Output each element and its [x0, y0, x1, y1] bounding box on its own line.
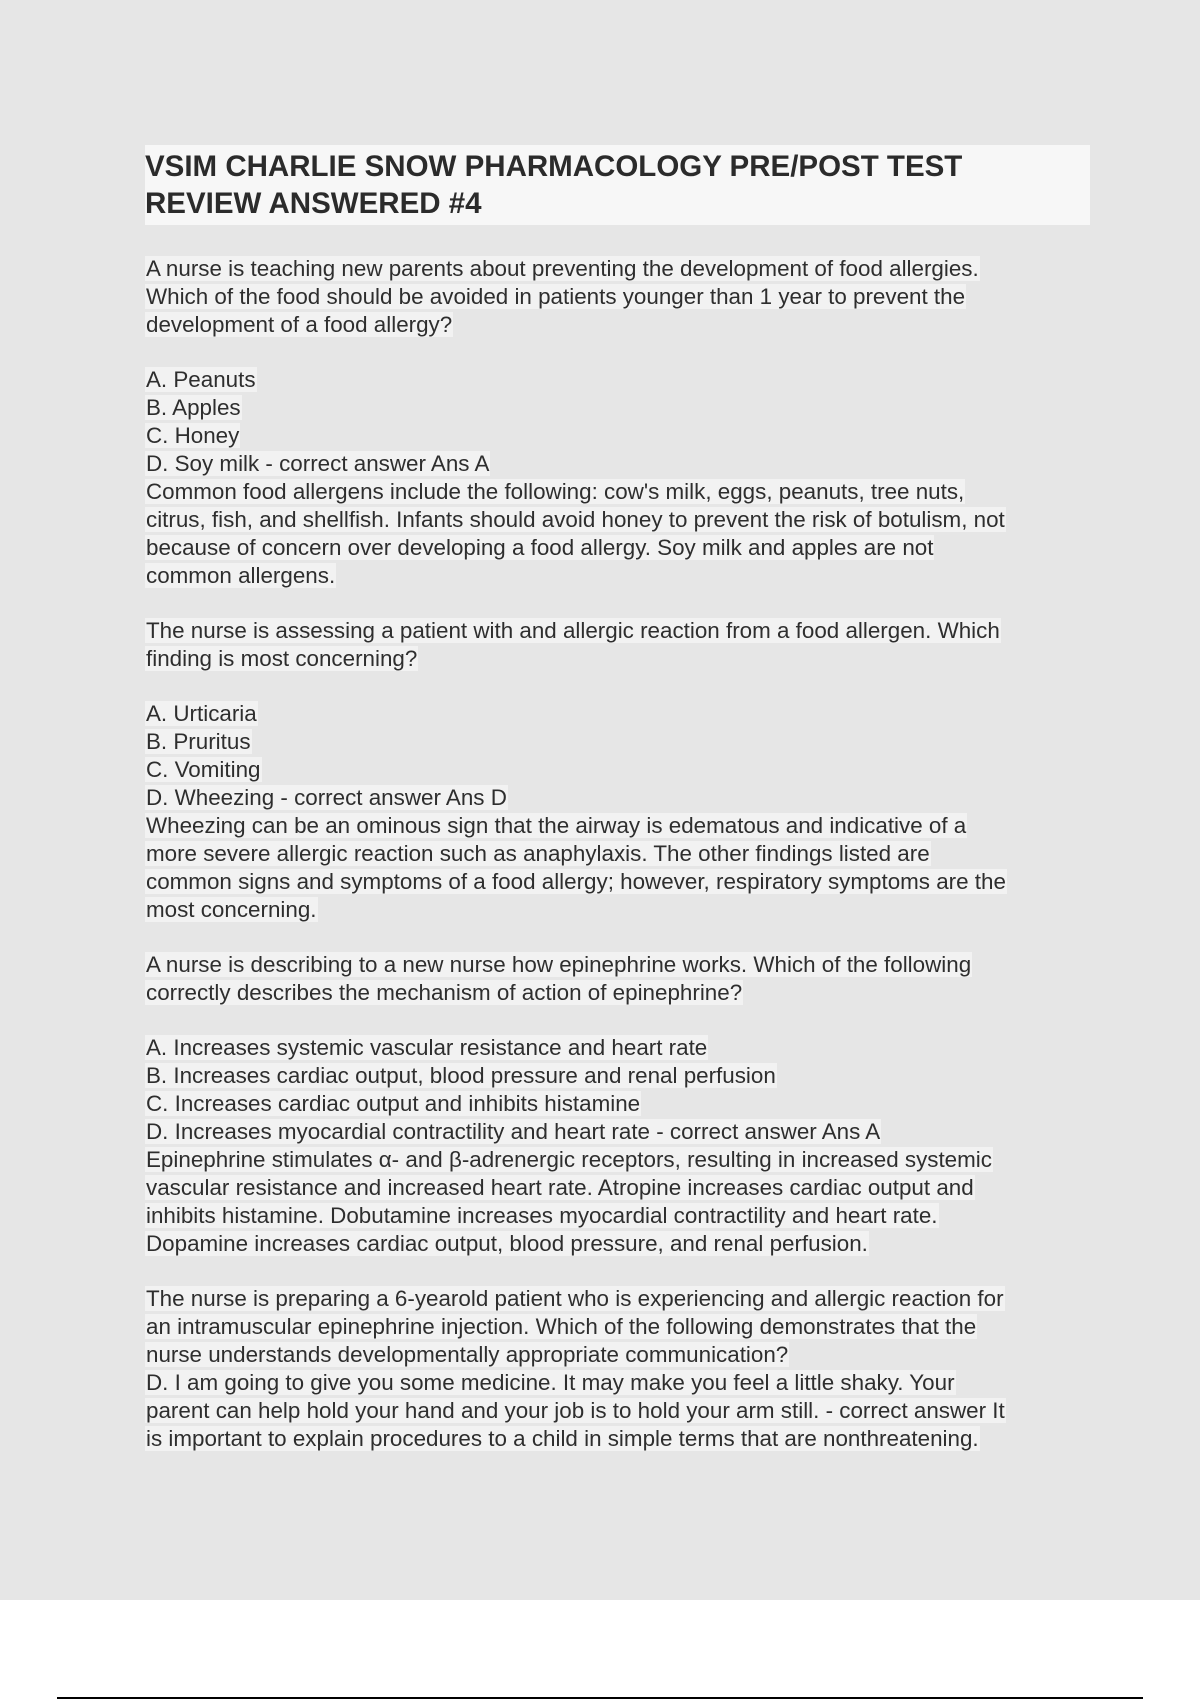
question-stem-line: nurse understands developmentally appropriate communication? — [146, 1342, 789, 1367]
document-title — [145, 148, 1090, 222]
title-line-1: VSIM CHARLIE SNOW PHARMACOLOGY PRE/POST TEST — [145, 150, 963, 183]
rationale-line: more severe allergic reaction such as anaphylaxis. The other findings listed are — [146, 841, 930, 866]
rationale-line: most concerning. — [146, 897, 317, 922]
rationale-line: inhibits histamine. Dobutamine increases myocardial contractility and heart rate. — [146, 1203, 938, 1228]
page-divider-rule — [57, 1697, 1143, 1699]
rationale-line: Dopamine increases cardiac output, blood pressure, and renal perfusion. — [146, 1231, 868, 1256]
answer-option: A. Peanuts — [146, 367, 256, 392]
question-stem-line: A nurse is teaching new parents about preventing the development of food allergies. — [146, 256, 979, 281]
question-stem-line: A nurse is describing to a new nurse how epinephrine works. Which of the following — [146, 952, 972, 977]
rationale-line: Wheezing can be an ominous sign that the airway is edematous and indicative of a — [146, 813, 967, 838]
rationale-line: common signs and symptoms of a food allergy; however, respiratory symptoms are the — [146, 869, 1006, 894]
rationale-line: Epinephrine stimulates α- and β-adrenergic receptors, resulting in increased systemic — [146, 1147, 992, 1172]
rationale-line: citrus, fish, and shellfish. Infants should avoid honey to prevent the risk of botulism, not — [146, 507, 1005, 532]
question-stem-line: The nurse is preparing a 6-yearold patient who is experiencing and allergic reaction for — [146, 1286, 1004, 1311]
answer-option: B. Increases cardiac output, blood pressure and renal perfusion — [146, 1063, 776, 1088]
question-stem-line: Which of the food should be avoided in patients younger than 1 year to prevent the — [146, 284, 966, 309]
question-2 — [145, 617, 1090, 924]
answer-option: B. Apples — [146, 395, 241, 420]
answer-option-correct: D. Wheezing - correct answer Ans D — [146, 785, 507, 810]
rationale-line: is important to explain procedures to a child in simple terms that are nonthreatening. — [146, 1426, 979, 1451]
rationale-line: vascular resistance and increased heart rate. Atropine increases cardiac output and — [146, 1175, 974, 1200]
question-stem-line: finding is most concerning? — [146, 646, 418, 671]
document-content — [145, 145, 1090, 1480]
rationale-line: Common food allergens include the following: cow's milk, eggs, peanuts, tree nuts, — [146, 479, 965, 504]
answer-option-correct: D. Soy milk - correct answer Ans A — [146, 451, 490, 476]
answer-option-correct: D. Increases myocardial contractility and heart rate - correct answer Ans A — [146, 1119, 881, 1144]
answer-option: A. Urticaria — [146, 701, 257, 726]
question-stem-line: an intramuscular epinephrine injection. Which of the following demonstrates that the — [146, 1314, 977, 1339]
question-stem-line: correctly describes the mechanism of action of epinephrine? — [146, 980, 743, 1005]
rationale-line: D. I am going to give you some medicine. It may make you feel a little shaky. Your — [146, 1370, 955, 1395]
question-4 — [145, 1285, 1090, 1453]
answer-option: C. Increases cardiac output and inhibits histamine — [146, 1091, 641, 1116]
title-line-2: REVIEW ANSWERED #4 — [145, 187, 482, 220]
answer-option: A. Increases systemic vascular resistance and heart rate — [146, 1035, 708, 1060]
rationale-line: common allergens. — [146, 563, 336, 588]
question-stem-line: The nurse is assessing a patient with and allergic reaction from a food allergen. Which — [146, 618, 1000, 643]
question-1 — [145, 255, 1090, 590]
answer-option: C. Vomiting — [146, 757, 261, 782]
answer-option: B. Pruritus — [146, 729, 251, 754]
answer-option: C. Honey — [146, 423, 240, 448]
rationale-line: because of concern over developing a food allergy. Soy milk and apples are not — [146, 535, 934, 560]
rationale-line: parent can help hold your hand and your job is to hold your arm still. - correct answer It — [146, 1398, 1005, 1423]
question-3 — [145, 951, 1090, 1258]
question-stem-line: development of a food allergy? — [146, 312, 453, 337]
title-box — [145, 145, 1090, 225]
